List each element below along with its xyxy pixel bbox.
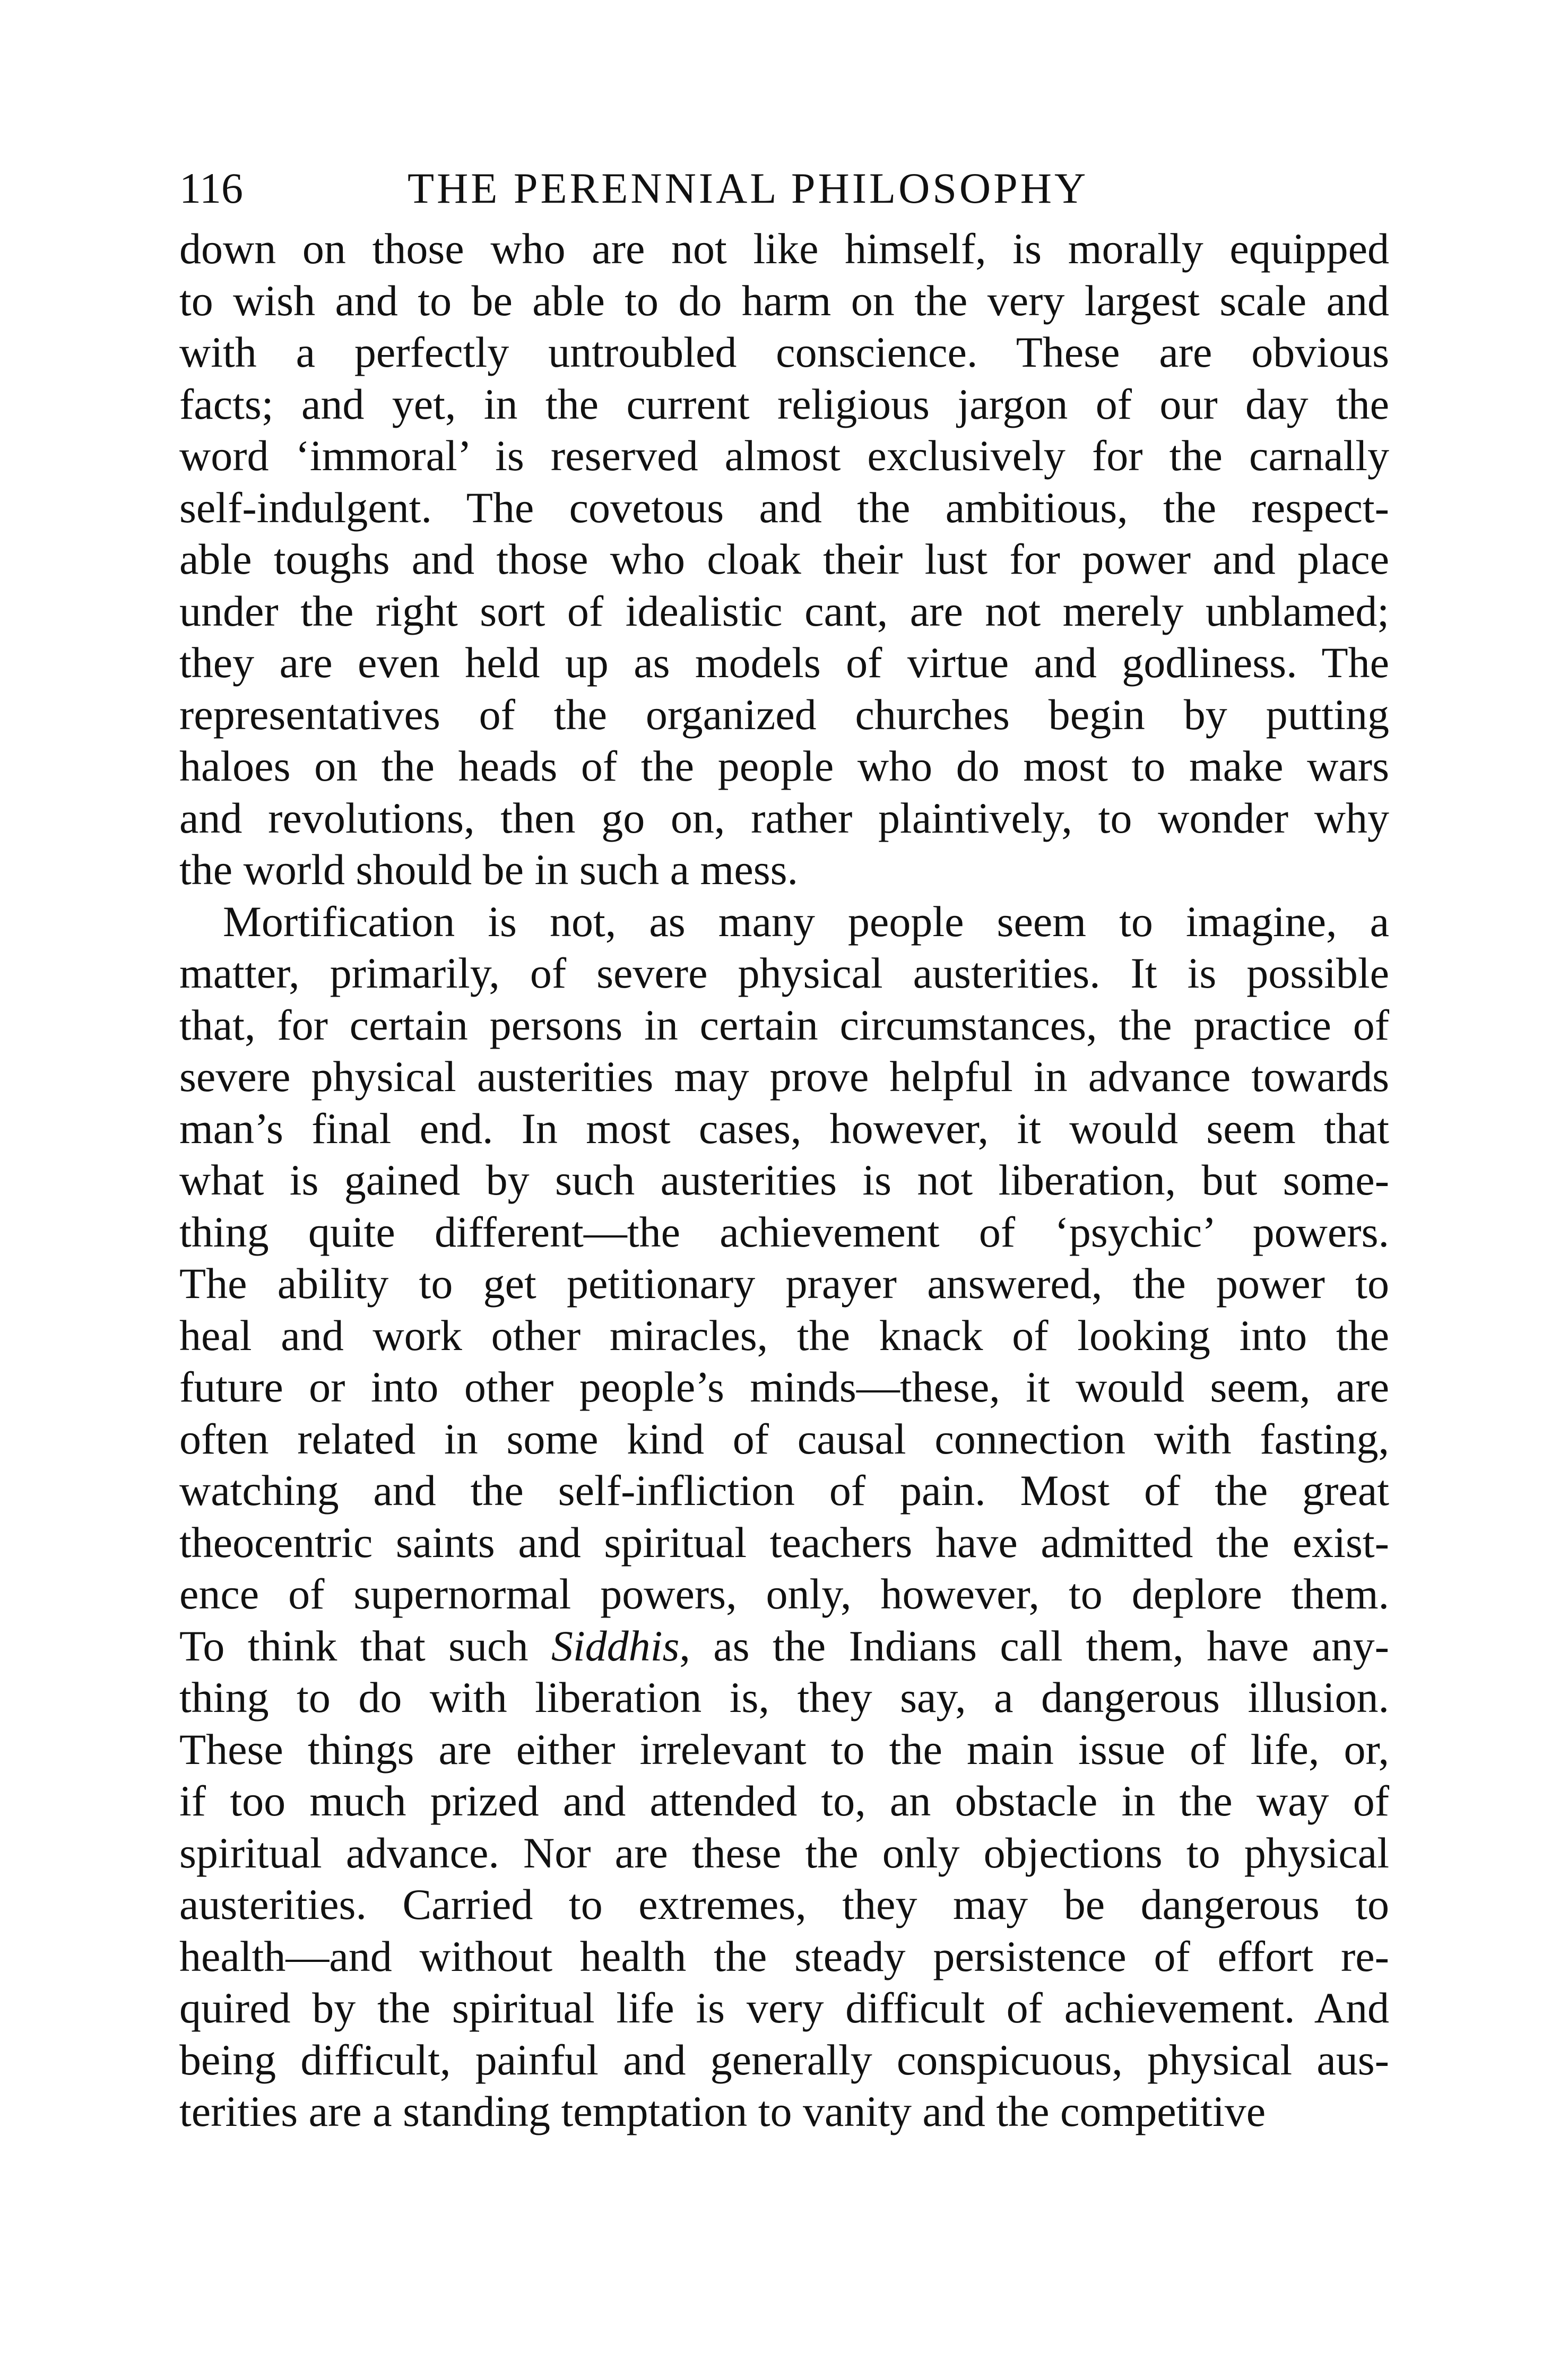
text-line: thing to do with liberation is, they say, a dangerous illusion.	[179, 1673, 1389, 1722]
text-line: under the right sort of idealistic cant, are not merely unblamed;	[179, 586, 1389, 635]
text-line: being difficult, painful and generally conspicuous, physical aus-	[179, 2035, 1389, 2084]
text-line: austerities. Carried to extremes, they may be dangerous to	[179, 1880, 1389, 1928]
running-title: THE PERENNIAL PHILOSOPHY	[408, 164, 1089, 212]
text-line: future or into other people’s minds—these, it would seem, are	[179, 1363, 1389, 1411]
text-line: The ability to get petitionary prayer answered, the power to	[179, 1259, 1389, 1308]
text-line: man’s final end. In most cases, however, it would seem that	[179, 1104, 1389, 1153]
text-line: watching and the self-infliction of pain. Most of the great	[179, 1466, 1389, 1515]
text-line: if too much prized and attended to, an obstacle in the way of	[179, 1777, 1389, 1825]
text-line: ence of supernormal powers, only, however, to deplore them.	[179, 1570, 1389, 1618]
text-line: health—and without health the steady persistence of effort re-	[179, 1932, 1389, 1980]
text-line: terities are a standing temptation to vanity and the competitive	[179, 2087, 1266, 2135]
italic-term: Siddhis	[551, 1621, 680, 1670]
text-line: with a perfectly untroubled conscience. These are obvious	[179, 328, 1389, 376]
paragraph	[179, 223, 1389, 896]
text-line: down on those who are not like himself, is morally equipped	[179, 224, 1389, 273]
text-line: and revolutions, then go on, rather plaintively, to wonder why	[179, 793, 1389, 842]
text-line: often related in some kind of causal connection with fasting,	[179, 1414, 1389, 1463]
page-number: 116	[179, 164, 243, 212]
text-line: self-indulgent. The covetous and the ambitious, the respect-	[179, 483, 1389, 532]
body-text	[179, 223, 1389, 2138]
text-line: they are even held up as models of virtue and godliness. The	[179, 638, 1389, 687]
text-line: To think that such Siddhis, as the Indians call them, have any-	[179, 1621, 1389, 1670]
text-line: word ‘immoral’ is reserved almost exclusively for the carnally	[179, 431, 1389, 480]
text-line: quired by the spiritual life is very difficult of achievement. And	[179, 1984, 1389, 2032]
text-line: heal and work other miracles, the knack of looking into the	[179, 1311, 1389, 1360]
text-line: These things are either irrelevant to the main issue of life, or,	[179, 1725, 1389, 1774]
text-line: facts; and yet, in the current religious jargon of our day the	[179, 379, 1389, 428]
text-line: to wish and to be able to do harm on the very largest scale and	[179, 276, 1389, 325]
paragraph	[179, 896, 1389, 2138]
text-line: matter, primarily, of severe physical austerities. It is possible	[179, 949, 1389, 997]
text-line: the world should be in such a mess.	[179, 845, 799, 894]
text-line: haloes on the heads of the people who do most to make wars	[179, 742, 1389, 790]
text-line: severe physical austerities may prove helpful in advance towards	[179, 1052, 1389, 1101]
text-line: Mortification is not, as many people seem to imagine, a	[223, 897, 1389, 946]
text-line: that, for certain persons in certain circumstances, the practice of	[179, 1000, 1389, 1049]
running-head	[179, 159, 1389, 218]
text-line: able toughs and those who cloak their lust for power and place	[179, 535, 1389, 583]
text-line: representatives of the organized churches begin by putting	[179, 690, 1389, 739]
text-line: thing quite different—the achievement of ‘psychic’ powers.	[179, 1207, 1389, 1256]
text-line: spiritual advance. Nor are these the only objections to physical	[179, 1828, 1389, 1877]
text-line: what is gained by such austerities is not liberation, but some-	[179, 1156, 1389, 1204]
text-line: theocentric saints and spiritual teachers have admitted the exist-	[179, 1518, 1389, 1567]
